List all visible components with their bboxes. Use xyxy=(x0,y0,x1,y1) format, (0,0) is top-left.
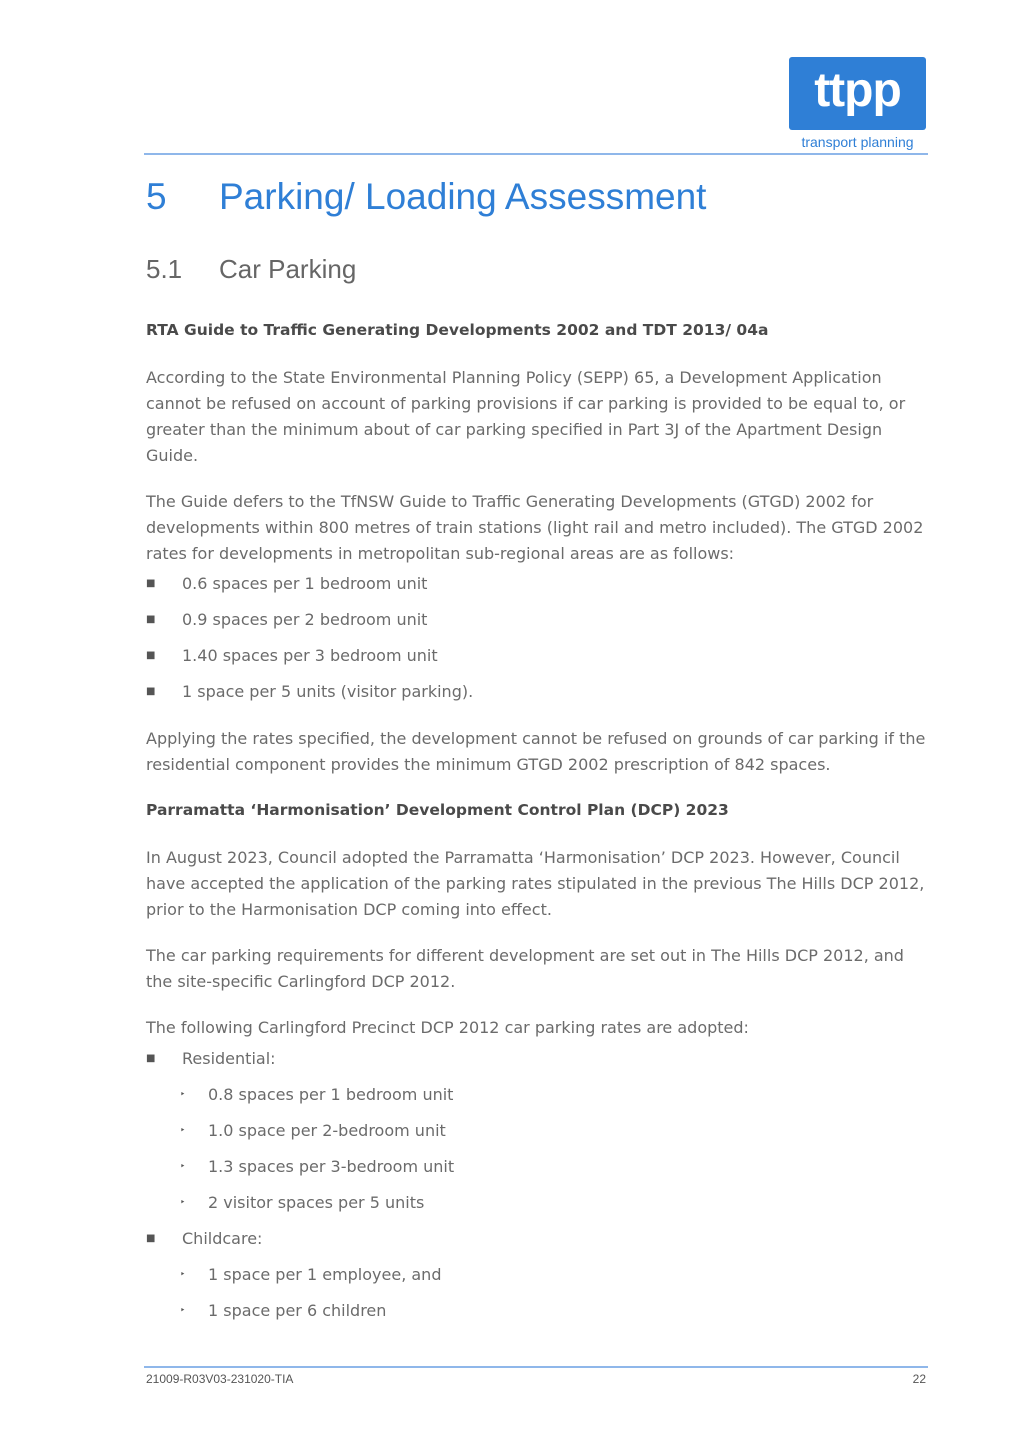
bullet-icon: ■ xyxy=(146,1053,156,1064)
page-number: 22 xyxy=(912,1372,926,1386)
sepp-paragraph: According to the State Environmental Planning Policy (SEPP) 65, a Development Application cannot be refused on account of parking provisions if car parking is provided to be equal to, or greater than the minimum about of car parking specified in Part 3J of the Apartment Design Guide. xyxy=(146,368,906,465)
bullet-icon: ■ xyxy=(146,650,156,661)
arrow-bullet-icon: ‣ xyxy=(180,1090,186,1100)
arrow-bullet-icon: ‣ xyxy=(180,1270,186,1280)
bullet-icon: ■ xyxy=(146,1233,156,1244)
ttpp-logo: ttpp xyxy=(789,57,926,130)
bullet-icon: ■ xyxy=(146,686,156,697)
guide-paragraph: The Guide defers to the TfNSW Guide to Traffic Generating Developments (GTGD) 2002 for developments within 800 metres of train stations (light rail and metro included). The GTGD 2002 rates for developments in metropolitan sub-regional areas are as follows: xyxy=(146,492,924,563)
bullet-icon: ■ xyxy=(146,578,156,589)
header-rule xyxy=(144,153,928,155)
harmonisation-paragraph: In August 2023, Council adopted the Parramatta ‘Harmonisation’ DCP 2023. However, Council have accepted the application of the parking rates stipulated in the previous The Hills DCP 2012, prior to the Harmonisation DCP coming into effect. xyxy=(146,848,925,919)
section-number: 5 xyxy=(146,176,167,217)
arrow-bullet-icon: ‣ xyxy=(180,1162,186,1172)
requirements-paragraph: The car parking requirements for different development are set out in The Hills DCP 2012, and the site-specific Carlingford DCP 2012. xyxy=(146,946,904,991)
subsection-number: 5.1 xyxy=(146,254,183,284)
subsection-heading xyxy=(146,254,356,285)
bullet-icon: ■ xyxy=(146,614,156,625)
arrow-bullet-icon: ‣ xyxy=(180,1198,186,1208)
arrow-bullet-icon: ‣ xyxy=(180,1306,186,1316)
logo-tagline: transport planning xyxy=(801,134,914,150)
footer-doc-ref: 21009-R03V03-231020-TIA xyxy=(146,1372,294,1386)
dcp-subtitle: Parramatta ‘Harmonisation’ Development Control Plan (DCP) 2023 xyxy=(146,801,729,819)
section-title: Parking/ Loading Assessment xyxy=(219,176,707,217)
rta-guide-subtitle: RTA Guide to Traffic Generating Developments 2002 and TDT 2013/ 04a xyxy=(146,321,769,339)
section-heading xyxy=(146,176,706,218)
footer-rule xyxy=(144,1366,928,1368)
arrow-bullet-icon: ‣ xyxy=(180,1126,186,1136)
adopted-rates-paragraph: The following Carlingford Precinct DCP 2012 car parking rates are adopted: xyxy=(146,1018,749,1037)
subsection-title: Car Parking xyxy=(219,254,357,284)
applying-rates-paragraph: Applying the rates specified, the development cannot be refused on grounds of car parking if the residential component provides the minimum GTGD 2002 prescription of 842 spaces. xyxy=(146,729,926,774)
